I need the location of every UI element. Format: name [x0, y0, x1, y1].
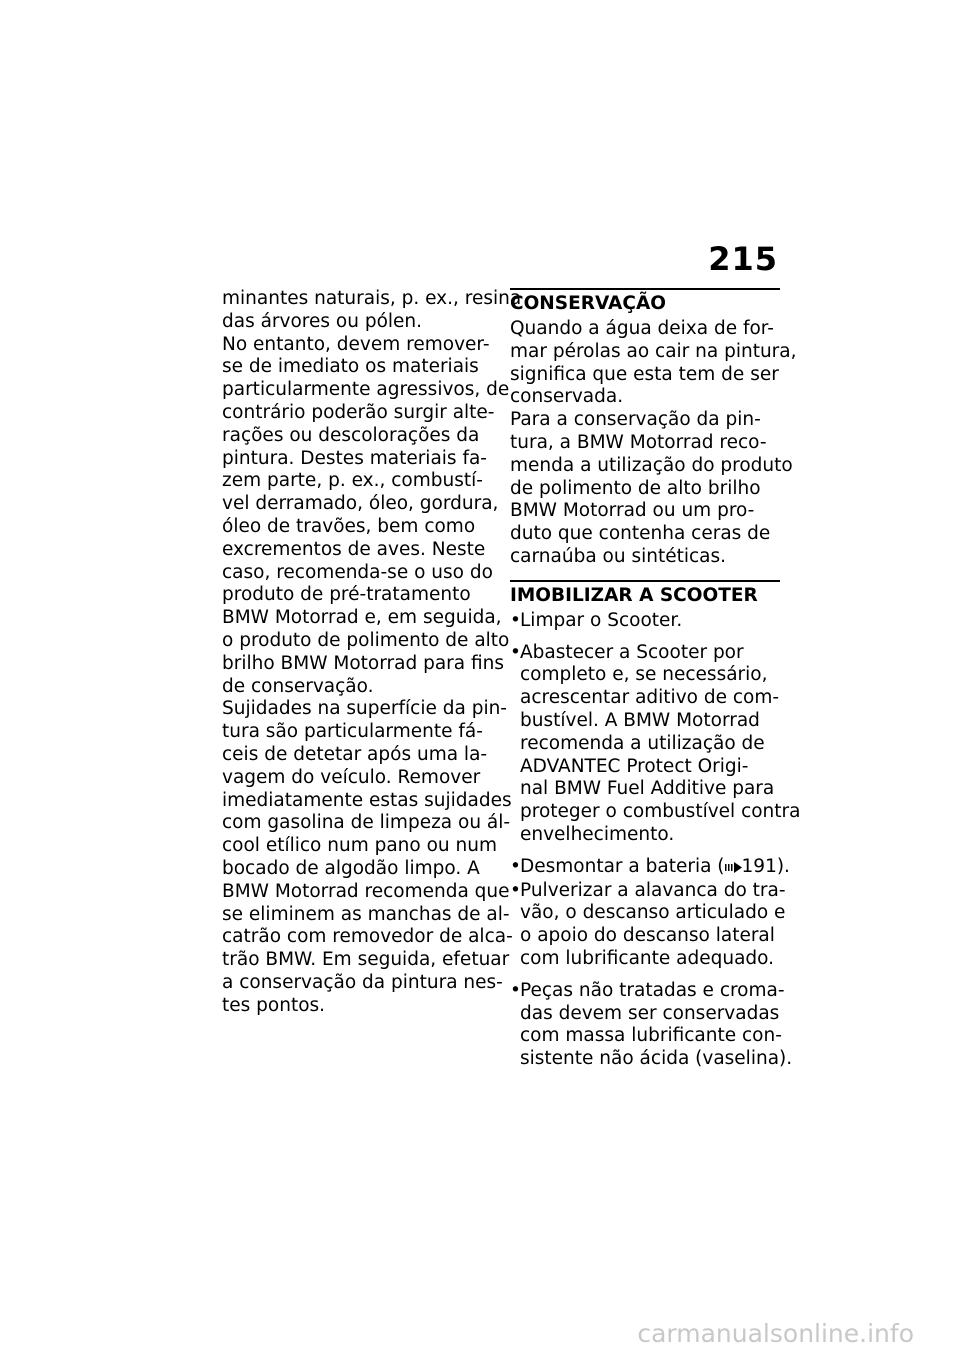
body-text-line: Para a conservação da pin- — [510, 409, 761, 431]
body-text-line: Sujidades na superfície da pin- — [222, 698, 507, 720]
footer-watermark: carmanualsonline.info — [637, 1319, 914, 1348]
list-item-line: das devem ser conservadas — [520, 1002, 780, 1024]
right-column — [510, 288, 801, 1080]
body-text-line: catrão com removedor de alca- — [222, 926, 513, 948]
body-text-line: se de imediato os materiais — [222, 356, 479, 378]
list-item — [510, 979, 793, 1071]
body-text-line: Quando a água deixa de for- — [510, 318, 774, 339]
body-text-line: carnaúba ou sintéticas. — [510, 545, 727, 567]
list-item — [510, 879, 786, 971]
body-text-line: duto que contenha ceras de — [510, 523, 771, 545]
list-item-line: sistente não ácida (vaselina). — [520, 1048, 793, 1070]
body-text-line: com gasolina de limpeza ou ál- — [222, 812, 511, 834]
list-item-line: completo e, se necessário, — [520, 664, 768, 686]
body-text-line: menda a utilização do produto — [510, 454, 793, 476]
list-item-line: Abastecer a Scooter por — [520, 641, 744, 663]
list-item — [510, 610, 780, 633]
body-text-line: vel derramado, óleo, gordura, — [222, 493, 499, 515]
list-item-line: com lubrificante adequado. — [520, 947, 775, 969]
body-text-line: trão BMW. Em seguida, efetuar — [222, 949, 510, 971]
body-text-line: tes pontos. — [222, 994, 326, 1016]
section-imobilizar — [510, 580, 801, 1071]
body-text-line: ceis de detetar após uma la- — [222, 743, 488, 765]
page-number: 215 — [708, 240, 778, 278]
body-text-line: excrementos de aves. Neste — [222, 538, 486, 560]
body-text-line: significa que esta tem de ser — [510, 363, 779, 385]
body-text-line: de polimento de alto brilho — [510, 477, 761, 499]
list-item-line: com massa lubrificante con- — [520, 1025, 782, 1047]
body-text-line: BMW Motorrad ou um pro- — [510, 500, 755, 522]
list-item-line: ADVANTEC Protect Origi- — [520, 755, 749, 777]
page-reference-arrow-icon — [725, 857, 742, 880]
list-item-line: vão, o descanso articulado e — [520, 902, 786, 924]
list-item-line: Pulverizar a alavanca do tra- — [520, 879, 786, 901]
body-text-line: brilho BMW Motorrad para fins — [222, 652, 504, 674]
body-text-line: imediatamente estas sujidades — [222, 789, 512, 811]
body-text-line: No entanto, devem remover- — [222, 333, 490, 355]
body-text-line: minantes naturais, p. ex., resina — [222, 288, 522, 309]
body-text-line: zem parte, p. ex., combustí- — [222, 470, 483, 492]
list-item-line: Peças não tratadas e croma- — [520, 979, 785, 1001]
body-text-line: vagem do veículo. Remover — [222, 766, 481, 788]
body-text-line: pintura. Destes materiais fa- — [222, 447, 487, 469]
list-item-line: Limpar o Scooter. — [520, 609, 683, 631]
body-text-line: conservada. — [510, 386, 624, 408]
body-text-line: óleo de travões, bem como — [222, 515, 476, 537]
left-column — [222, 288, 522, 1018]
body-text-line: contrário poderão surgir alte- — [222, 401, 495, 423]
list-item-line: proteger o combustível contra — [520, 801, 801, 823]
body-text-line: BMW Motorrad recomenda que — [222, 880, 510, 902]
body-text-line: cool etílico num pano ou num — [222, 835, 498, 857]
list-item-text: Desmontar a bateria ( — [520, 855, 725, 877]
section-conservacao — [510, 288, 797, 569]
body-text-line: rações ou descolorações da — [222, 424, 480, 446]
page-reference-number[interactable]: 191 — [741, 855, 777, 877]
list-item-line: bustível. A BMW Motorrad — [520, 709, 760, 731]
body-text-line: o produto de polimento de alto — [222, 629, 510, 651]
section-heading: CONSERVAÇÃO — [510, 293, 666, 314]
list-item-line: acrescentar aditivo de com- — [520, 687, 780, 709]
body-text-line: caso, recomenda-se o uso do — [222, 561, 493, 583]
body-text-line: a conservação da pintura nes- — [222, 971, 503, 993]
list-item-text: ). — [776, 855, 790, 877]
list-item — [510, 855, 790, 880]
body-text-line: BMW Motorrad e, em seguida, — [222, 607, 502, 629]
body-text-line: mar pérolas ao cair na pintura, — [510, 340, 797, 362]
body-text-line: tura são particularmente fá- — [222, 721, 483, 743]
bullet-icon: • — [510, 641, 521, 663]
list-item-line — [520, 855, 790, 880]
body-text-line: produto de pré-tratamento — [222, 584, 471, 606]
body-text-line: se eliminem as manchas de al- — [222, 903, 510, 925]
bullet-icon: • — [510, 979, 521, 1001]
list-item-line: envelhecimento. — [520, 823, 675, 845]
body-text-line: particularmente agressivos, de — [222, 379, 510, 401]
section-heading: IMOBILIZAR A SCOOTER — [510, 584, 758, 606]
body-text-line: de conservação. — [222, 675, 374, 697]
body-text-line: bocado de algodão limpo. A — [222, 857, 480, 879]
body-text-line: tura, a BMW Motorrad reco- — [510, 431, 767, 453]
list-item-line: recomenda a utilização de — [520, 732, 765, 754]
list-item — [510, 641, 801, 847]
bullet-icon: • — [510, 855, 521, 877]
list-item-line: nal BMW Fuel Additive para — [520, 778, 775, 800]
body-text-line: das árvores ou pólen. — [222, 310, 423, 332]
bullet-icon: • — [510, 609, 521, 631]
list-item-line: o apoio do descanso lateral — [520, 925, 775, 947]
bullet-icon: • — [510, 879, 521, 901]
